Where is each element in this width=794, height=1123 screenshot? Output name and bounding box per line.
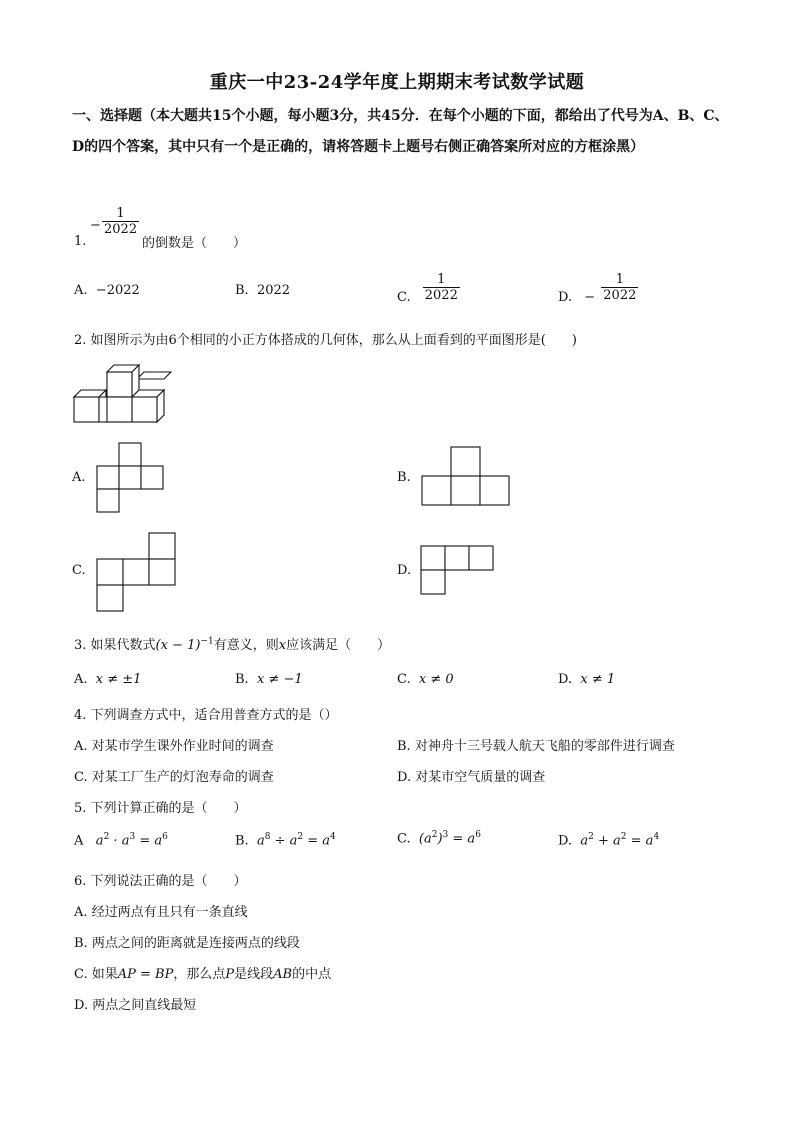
q2-option-d-figure — [420, 545, 498, 597]
q5-c-p1: 2 — [431, 830, 438, 840]
q1-c-den: 2022 — [424, 288, 458, 303]
q3-var: x — [278, 638, 287, 653]
q3-expr: (x − 1) — [155, 638, 201, 653]
q6-option-a: A. 经过两点有且只有一条直线 — [74, 905, 248, 920]
q3-c-label: C. — [397, 672, 411, 687]
q5-d-p5: 4 — [653, 832, 660, 842]
q5-stem: 5. 下列计算正确的是（ ） — [74, 801, 247, 816]
q4-option-c: C. 对某工厂生产的灯泡寿命的调查 — [74, 770, 274, 785]
q1-b-value: 2022 — [256, 283, 291, 298]
q4-option-b: B. 对神舟十三号载人航天飞船的零部件进行调查 — [397, 739, 675, 754]
q1-frac-num: 1 — [116, 206, 125, 221]
q5-a-p3: 3 — [129, 832, 136, 842]
q6-c-mid: ，那么点 — [173, 967, 226, 982]
q5-a-label: A — [74, 833, 84, 849]
q3-b-label: B. — [235, 672, 249, 687]
q1-d-num: 1 — [615, 272, 624, 287]
q5-option-c — [397, 830, 481, 846]
q6-option-b: B. 两点之间的距离就是连接两点的线段 — [74, 936, 300, 951]
q1-option-d — [558, 272, 638, 303]
q1-d-frac — [601, 272, 638, 303]
q3-stem-post: 应该满足（ ） — [286, 638, 391, 653]
q1-stem: 的倒数是（ ） — [142, 236, 247, 251]
q2-stem: 2. 如图所示为由6个相同的小正方体搭成的几何体，那么从上面看到的平面图形是( ) — [74, 333, 577, 348]
q6-stem: 6. 下列说法正确的是（ ） — [74, 874, 247, 889]
q5-c-p0: (a — [418, 831, 432, 847]
q5-a-p2: · a — [109, 833, 130, 849]
q5-d-label: D. — [558, 833, 573, 849]
q5-b-p1: 8 — [264, 832, 271, 842]
q1-frac-sign: − — [90, 218, 101, 233]
q4-option-d: D. 对某市空气质量的调查 — [397, 770, 546, 785]
q1-c-num: 1 — [437, 272, 446, 287]
q1-option-c — [397, 272, 460, 303]
q5-c-p5: 6 — [475, 830, 481, 840]
q3-d-value: x ≠ 1 — [580, 672, 616, 687]
q1-b-label: B. — [235, 283, 249, 298]
q6-c-mid2: 是线段 — [234, 967, 274, 982]
q1-a-label: A. — [74, 283, 88, 298]
q5-a-p4: = a — [135, 833, 163, 849]
q3-c-value: x ≠ 0 — [418, 672, 454, 687]
q2-d-label: D. — [397, 563, 412, 578]
q5-d-p3: 2 — [620, 832, 627, 842]
q5-a-p1: 2 — [103, 832, 110, 842]
q5-a-p0: a — [95, 833, 104, 849]
q2-a-label: A. — [72, 470, 86, 485]
q1-d-label: D. — [558, 290, 573, 305]
q6-option-d: D. 两点之间直线最短 — [74, 998, 197, 1013]
q6-c-post: 的中点 — [292, 967, 332, 982]
q1-d-den: 2022 — [603, 288, 637, 303]
q5-b-p2: ÷ a — [270, 833, 298, 849]
q5-b-p5: 4 — [330, 832, 336, 842]
page-title: 重庆一中23-24学年度上期期末考试数学试题 — [209, 72, 585, 93]
q2-solid-figure — [74, 360, 174, 430]
q5-b-label: B. — [235, 833, 249, 849]
q3-a-label: A. — [74, 672, 88, 687]
q3-stem-mid: 有意义，则 — [213, 638, 279, 653]
q1-option-b — [235, 283, 290, 298]
q6-c-pre: C. 如果 — [74, 967, 118, 982]
q1-option-a — [74, 283, 140, 298]
q1-c-label: C. — [397, 290, 411, 305]
q3-d-label: D. — [558, 672, 573, 687]
q2-option-b-figure — [422, 446, 512, 508]
q4-stem: 4. 下列调查方式中，适合用普查方式的是（） — [74, 708, 338, 723]
q5-b-p3: 2 — [297, 832, 304, 842]
q2-option-c-figure — [96, 532, 178, 614]
q5-d-p0: a — [580, 833, 589, 849]
q5-c-p4: = a — [448, 831, 476, 847]
q5-option-a — [74, 832, 168, 848]
q2-option-a-figure — [96, 442, 166, 514]
section-heading: 一、选择题（本大题共15个小题，每小题3分，共45分．在每个小题的下面，都给出了代号为A、B、C、D的四个答案，其中只有一个是正确的，请将答题卡上题号右侧正确答案所对应的方框涂黑） — [72, 108, 729, 155]
q1-c-frac — [423, 272, 460, 303]
q5-b-p4: = a — [303, 833, 331, 849]
q5-c-p3: 3 — [442, 830, 449, 840]
q3-b-value: x ≠ −1 — [256, 672, 303, 687]
q3-option-a — [74, 672, 141, 687]
q1-a-value: −2022 — [95, 283, 140, 298]
q6-c-var: P — [225, 967, 235, 982]
q5-c-label: C. — [397, 831, 411, 847]
q6-c-expr: AP = BP — [117, 967, 174, 982]
q3-option-d — [558, 672, 615, 687]
q3-stem-pre: 3. 如果代数式 — [74, 638, 156, 653]
q5-c-p2: ) — [437, 831, 443, 847]
q5-d-p4: = a — [626, 833, 654, 849]
q1-frac-den: 2022 — [104, 222, 138, 237]
q5-option-b — [235, 832, 336, 848]
q5-d-p2: + a — [593, 833, 621, 849]
q3-option-c — [397, 672, 454, 687]
q3-exp: −1 — [200, 636, 214, 647]
q2-c-label: C. — [72, 563, 86, 578]
q5-a-p5: 6 — [162, 832, 168, 842]
q2-b-label: B. — [397, 470, 411, 485]
q1-d-sign: − — [584, 290, 596, 305]
q3-a-value: x ≠ ±1 — [95, 672, 142, 687]
q1-number: 1. — [74, 234, 87, 249]
q6-c-seg: AB — [273, 967, 293, 982]
q5-d-p1: 2 — [588, 832, 594, 842]
q5-b-p0: a — [256, 833, 265, 849]
q3-stem — [74, 634, 390, 653]
q1-frac — [102, 206, 139, 237]
q4-option-a: A. 对某市学生课外作业时间的调查 — [74, 739, 274, 754]
q5-option-d — [558, 832, 659, 848]
q6-option-c — [74, 963, 331, 982]
q3-option-b — [235, 672, 303, 687]
